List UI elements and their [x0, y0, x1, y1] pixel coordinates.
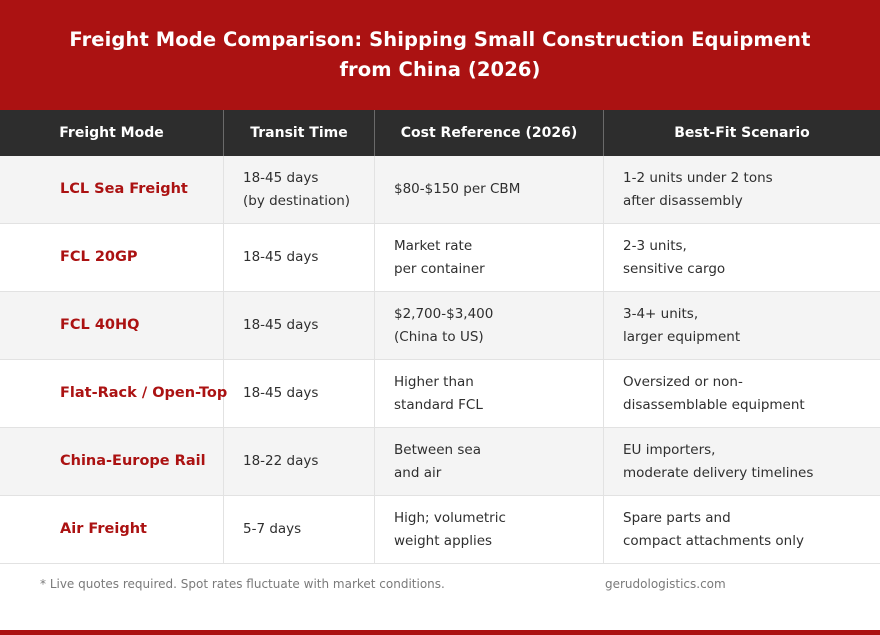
title-banner: [0, 0, 880, 110]
table-row: [0, 292, 880, 360]
freight-mode-cell: FCL 40HQ: [0, 292, 224, 359]
cost-cell: Market rate per container: [375, 224, 604, 291]
cost-cell: $80-$150 per CBM: [375, 156, 604, 223]
scenario-cell: Spare parts and compact attachments only: [623, 509, 804, 549]
cost-cell: High; volumetric weight applies: [375, 496, 604, 563]
table-row: [0, 428, 880, 496]
transit-time-cell: 18-22 days: [224, 428, 375, 495]
transit-time-cell: 18-45 days (by destination): [224, 156, 375, 223]
freight-mode-cell: Air Freight: [0, 496, 224, 563]
footer: [0, 577, 880, 595]
column-header-cost-reference: Cost Reference (2026): [375, 110, 604, 156]
table-row: [0, 224, 880, 292]
scenario-cell: 1-2 units under 2 tons after disassembly: [623, 169, 773, 209]
transit-time-cell: 18-45 days: [224, 292, 375, 359]
freight-mode-cell: China-Europe Rail: [0, 428, 224, 495]
bottom-accent-bar: [0, 630, 880, 635]
cost-cell: Between sea and air: [375, 428, 604, 495]
table-header: [0, 110, 880, 156]
column-header-transit-time: Transit Time: [224, 110, 375, 156]
scenario-cell: Oversized or non- disassemblable equipment: [623, 373, 805, 413]
footnote: * Live quotes required. Spot rates fluctuate with market conditions.: [40, 577, 445, 591]
freight-mode-cell: Flat-Rack / Open-Top: [0, 360, 224, 427]
page-title: Freight Mode Comparison: Shipping Small Construction Equipment from China (2026): [69, 28, 811, 81]
transit-time-cell: 18-45 days: [224, 360, 375, 427]
cost-cell: Higher than standard FCL: [375, 360, 604, 427]
table-body: [0, 156, 880, 564]
scenario-cell: 2-3 units, sensitive cargo: [623, 237, 726, 277]
scenario-cell: 3-4+ units, larger equipment: [623, 305, 741, 345]
freight-mode-cell: FCL 20GP: [0, 224, 224, 291]
transit-time-cell: 18-45 days: [224, 224, 375, 291]
cost-cell: $2,700-$3,400 (China to US): [375, 292, 604, 359]
table-row: [0, 496, 880, 564]
table-row: [0, 156, 880, 224]
column-header-freight-mode: Freight Mode: [0, 110, 224, 156]
table-row: [0, 360, 880, 428]
site-url: gerudologistics.com: [605, 577, 726, 591]
column-header-best-fit-scenario: Best-Fit Scenario: [674, 125, 810, 141]
transit-time-cell: 5-7 days: [224, 496, 375, 563]
scenario-cell: EU importers, moderate delivery timelines: [623, 441, 814, 481]
freight-mode-cell: LCL Sea Freight: [0, 156, 224, 223]
